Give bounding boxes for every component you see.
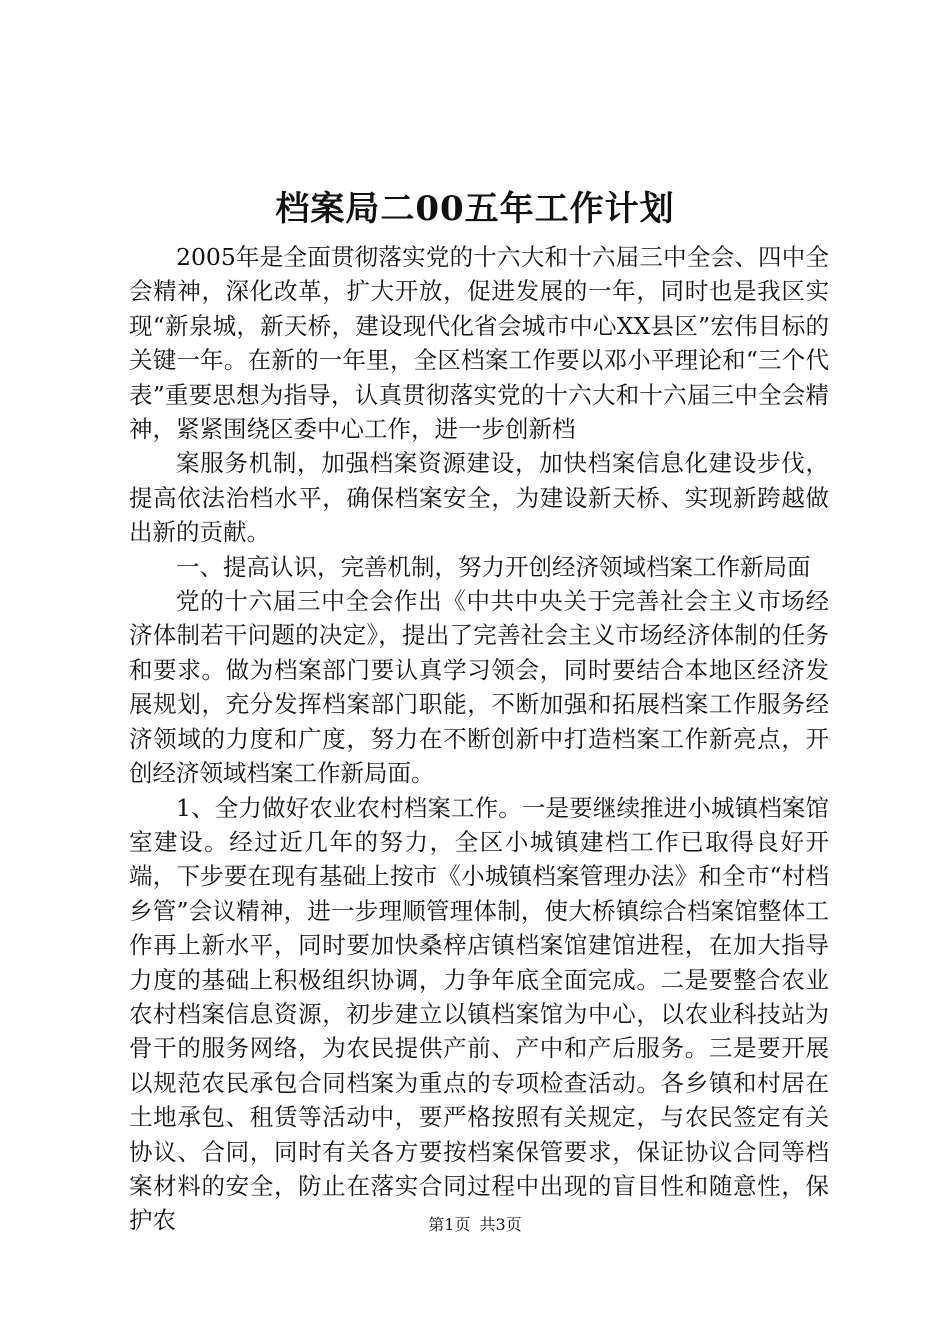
page-number: 第1页 — [428, 1215, 471, 1234]
document-title: 档案局二00五年工作计划 — [275, 189, 675, 229]
document-body — [129, 240, 829, 1238]
page-footer — [0, 1213, 950, 1237]
paragraph: 2005年是全面贯彻落实党的十六大和十六届三中全会、四中全会精神，深化改革，扩大开放，促进发展的一年，同时也是我区实现“新泉城，新天桥，建设现代化省会城市中心XX县区”宏伟目标的关键一年。在新的一年里，全区档案工作要以邓小平理论和“三个代表”重要思想为指导，认真贯彻落实党的十六大和十六届三中全会精神，紧紧围绕区委中心工作，进一步创新档 — [129, 243, 829, 444]
paragraph: 党的十六届三中全会作出《中共中央关于完善社会主义市场经济体制若干问题的决定》，提出了完善社会主义市场经济体制的任务和要求。做为档案部门要认真学习领会，同时要结合本地区经济发展规划，充分发挥档案部门职能，不断加强和拓展档案工作服务经济领域的力度和广度，努力在不断创新中打造档案工作新亮点，开创经济领域档案工作新局面。 — [129, 587, 829, 788]
paragraph: 案服务机制，加强档案资源建设，加快档案信息化建设步伐，提高依法治档水平，确保档案安全，为建设新天桥、实现新跨越做出新的贡献。 — [129, 449, 829, 547]
paragraph: 1、全力做好农业农村档案工作。一是要继续推进小城镇档案馆室建设。经过近几年的努力，全区小城镇建档工作已取得良好开端，下步要在现有基础上按市《小城镇档案管理办法》和全市“村档乡管”会议精神，进一步理顺管理体制，使大桥镇综合档案馆整体工作再上新水平，同时要加快桑梓店镇档案馆建馆进程，在加大指导力度的基础上积极组织协调，力争年底全面完成。二是要整合农业农村档案信息资源，初步建立以镇档案馆为中心，以农业科技站为骨干的服务网络，为农民提供产前、产中和产后服务。三是要开展以规范农民承包合同档案为重点的专项检查活动。各乡镇和村居在土地承包、租赁等活动中，要严格按照有关规定，与农民签定有关协议、合同，同时有关各方要按档案保管要求，保证协议合同等档案材料的安全，防止在落实合同过程中出现的盲目性和随意性，保护农 — [129, 793, 829, 1235]
section-heading: 一、提高认识，完善机制，努力开创经济领域档案工作新局面 — [176, 552, 811, 581]
page-total: 共3页 — [479, 1215, 522, 1234]
